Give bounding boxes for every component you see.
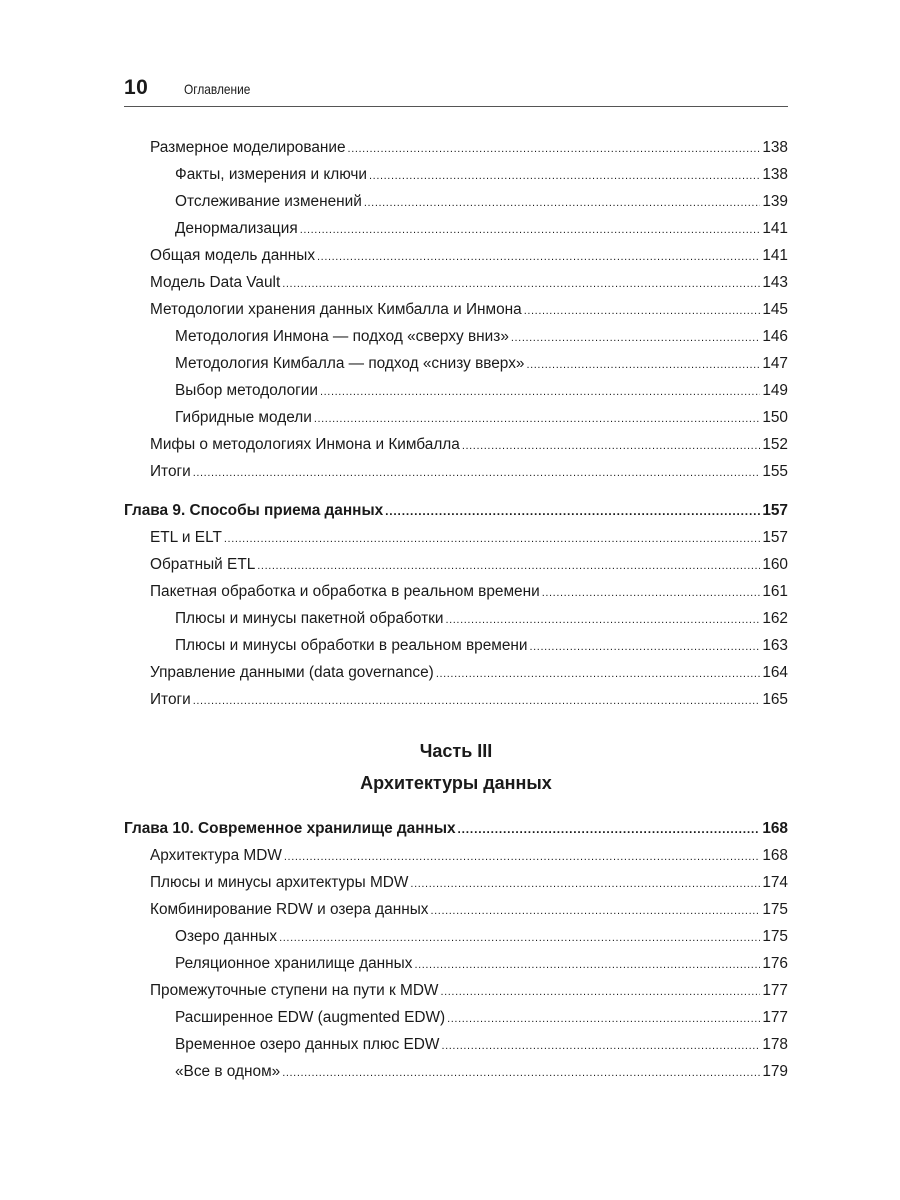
entry-page-number: 175 [762, 901, 788, 918]
entry-page-number: 162 [762, 610, 788, 627]
chapter-title: Глава 9. Способы приема данных [124, 502, 384, 519]
entry-title: Плюсы и минусы архитектуры MDW [150, 874, 409, 891]
toc-entry [124, 632, 788, 659]
toc-entry [124, 686, 788, 713]
entry-page-number: 138 [762, 166, 788, 183]
toc-entry [124, 869, 788, 896]
entry-page-number: 138 [762, 139, 788, 156]
entry-title: Расширенное EDW (augmented EDW) [175, 1009, 446, 1026]
dot-leader [447, 1006, 760, 1033]
toc-entry [124, 1004, 788, 1031]
toc-entry [124, 1058, 788, 1085]
toc-entry [124, 377, 788, 404]
toc-entry [124, 431, 788, 458]
entry-title: Общая модель данных [150, 247, 316, 264]
toc-entry [124, 404, 788, 431]
part-label: Часть III [419, 741, 493, 761]
entry-title: Отслеживание изменений [175, 193, 362, 210]
entry-page-number: 174 [762, 874, 788, 891]
entry-title: Управление данными (data governance) [150, 664, 434, 681]
entry-title: Выбор методологии [175, 382, 318, 399]
entry-title: Денормализация [175, 220, 298, 237]
dot-leader [441, 1033, 760, 1060]
dot-leader [462, 433, 760, 460]
toc-entry [124, 605, 788, 632]
entry-title: Реляционное хранилище данных [175, 955, 413, 972]
entry-title: Промежуточные ступени на пути к MDW [150, 982, 439, 999]
entry-title: Временное озеро данных плюс EDW [175, 1036, 440, 1053]
toc-entry [124, 323, 788, 350]
dot-leader [257, 553, 760, 580]
toc-section-chapter8-continued [124, 134, 788, 485]
dot-leader [282, 271, 760, 298]
entry-page-number: 161 [762, 583, 788, 600]
toc-section-chapter10 [124, 815, 788, 1085]
toc-entry [124, 923, 788, 950]
dot-leader [385, 498, 760, 525]
entry-page-number: 150 [762, 409, 788, 426]
dot-leader [542, 580, 761, 607]
part-title: Архитектуры данных [360, 773, 552, 793]
toc-entry [124, 842, 788, 869]
toc-entry [124, 134, 788, 161]
entry-title: Озеро данных [175, 928, 278, 945]
toc-entry [124, 242, 788, 269]
dot-leader [320, 379, 760, 406]
dot-leader [410, 871, 760, 898]
entry-title: Факты, измерения и ключи [175, 166, 368, 183]
entry-title: Комбинирование RDW и озера данных [150, 901, 429, 918]
toc-entry [124, 215, 788, 242]
toc-entry [124, 188, 788, 215]
entry-page-number: 177 [762, 982, 788, 999]
toc-entry [124, 659, 788, 686]
dot-leader [511, 325, 760, 352]
toc-entry [124, 950, 788, 977]
entry-title: Итоги [150, 691, 191, 708]
dot-leader [282, 1060, 760, 1087]
entry-title: Модель Data Vault [150, 274, 281, 291]
toc-entry [124, 977, 788, 1004]
entry-title: Обратный ETL [150, 556, 256, 573]
chapter-page: 168 [762, 820, 788, 837]
entry-page-number: 177 [762, 1009, 788, 1026]
dot-leader [458, 816, 761, 843]
entry-page-number: 160 [762, 556, 788, 573]
entry-page-number: 141 [762, 220, 788, 237]
running-header [124, 72, 788, 107]
dot-leader [440, 979, 760, 1006]
entry-page-number: 149 [762, 382, 788, 399]
entry-title: Размерное моделирование [150, 139, 346, 156]
entry-page-number: 147 [762, 355, 788, 372]
toc-entry [124, 551, 788, 578]
entry-page-number: 164 [762, 664, 788, 681]
dot-leader [317, 244, 760, 271]
entry-title: Методология Инмона — подход «сверху вниз» [175, 328, 509, 345]
entry-page-number: 152 [762, 436, 788, 453]
toc-entry [124, 578, 788, 605]
entry-page-number: 145 [762, 301, 788, 318]
toc-entry [124, 161, 788, 188]
toc-chapter-9 [124, 497, 788, 524]
chapter-page: 157 [762, 502, 788, 519]
dot-leader [364, 190, 760, 217]
entry-page-number: 178 [762, 1036, 788, 1053]
dot-leader [530, 634, 761, 661]
toc-section-chapter9 [124, 497, 788, 713]
dot-leader [526, 352, 760, 379]
running-header-title: Оглавление [184, 81, 251, 97]
toc-entry [124, 458, 788, 485]
entry-page-number: 179 [762, 1063, 788, 1080]
entry-page-number: 168 [762, 847, 788, 864]
entry-page-number: 165 [762, 691, 788, 708]
toc-entry [124, 296, 788, 323]
entry-page-number: 157 [762, 529, 788, 546]
dot-leader [369, 163, 760, 190]
entry-page-number: 146 [762, 328, 788, 345]
dot-leader [414, 952, 760, 979]
dot-leader [524, 298, 761, 325]
entry-title: Методологии хранения данных Кимбалла и Инмона [150, 301, 522, 318]
dot-leader [279, 925, 760, 952]
entry-title: Гибридные модели [175, 409, 312, 426]
entry-title: Плюсы и минусы пакетной обработки [175, 610, 444, 627]
entry-page-number: 175 [762, 928, 788, 945]
entry-page-number: 141 [762, 247, 788, 264]
dot-leader [193, 688, 761, 715]
dot-leader [436, 661, 761, 688]
toc-entry [124, 350, 788, 377]
entry-title: ETL и ELT [150, 529, 222, 546]
page-number: 10 [124, 76, 149, 99]
entry-title: Итоги [150, 463, 191, 480]
dot-leader [348, 136, 761, 163]
toc-entry [124, 896, 788, 923]
toc-chapter-10 [124, 815, 788, 842]
entry-page-number: 143 [762, 274, 788, 291]
entry-title: Пакетная обработка и обработка в реальном времени [150, 583, 540, 600]
dot-leader [445, 607, 760, 634]
entry-title: Методология Кимбалла — подход «снизу вверх» [175, 355, 525, 372]
entry-page-number: 139 [762, 193, 788, 210]
entry-page-number: 155 [762, 463, 788, 480]
chapter-title: Глава 10. Современное хранилище данных [124, 820, 456, 837]
entry-page-number: 176 [762, 955, 788, 972]
entry-title: «Все в одном» [175, 1063, 281, 1080]
dot-leader [430, 898, 760, 925]
toc-entry [124, 524, 788, 551]
dot-leader [300, 217, 761, 244]
dot-leader [284, 844, 760, 871]
toc-entry [124, 269, 788, 296]
entry-page-number: 163 [762, 637, 788, 654]
entry-title: Мифы о методологиях Инмона и Кимбалла [150, 436, 460, 453]
toc-entry [124, 1031, 788, 1058]
dot-leader [314, 406, 760, 433]
entry-title: Плюсы и минусы обработки в реальном времени [175, 637, 528, 654]
entry-title: Архитектура MDW [150, 847, 282, 864]
dot-leader [224, 526, 760, 553]
dot-leader [193, 460, 761, 487]
